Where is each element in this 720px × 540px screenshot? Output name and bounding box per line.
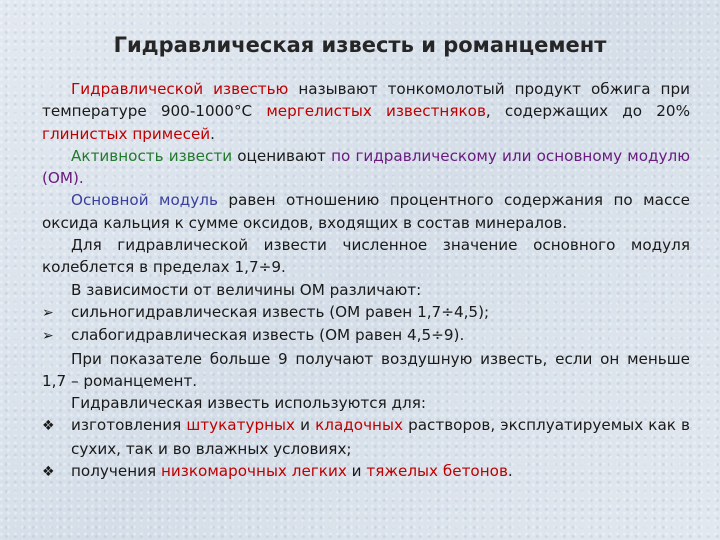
bullet-text: изготовления [71,416,187,435]
arrow-bullet-icon: ➢ [42,328,54,345]
diamond-bullet-icon: ❖ [42,464,55,481]
slide-body [42,78,690,483]
diamond-bullet-icon: ❖ [42,418,55,435]
text-segment: называют тонкомолотый продукт обжига при температуре 900-1000°С [42,80,690,121]
paragraph-modulus-range: Для гидравлической извести численное значение основного модуля колеблется в пределах 1,7÷9. [42,236,690,277]
list-item [42,301,690,324]
bullet-text: . [507,462,513,481]
bullet-text: сильногидравлическая известь (ОМ равен 1,7÷4,5); [71,302,490,321]
term-masonry: кладочных [315,416,403,435]
paragraph-air-lime: При показателе больше 9 получают воздушную известь, если он меньше 1,7 – романцемент. [42,349,690,390]
term-basic-modulus: Основной модуль [71,191,218,210]
paragraph-definition [42,78,690,145]
bullet-text: и [295,416,316,435]
term-clay-impurities: глинистых примесей [42,124,211,143]
paragraph-activity [42,145,690,190]
term-plaster: штукатурных [186,416,296,435]
arrow-bullet-icon: ➢ [42,304,54,321]
slide-title: Гидравлическая известь и романцемент [113,33,607,57]
bullet-text: растворов, эксплуатируемых как в сухих, так и во влажных условиях; [71,416,690,458]
paragraph-classification-intro: В зависимости от величины ОМ различают: [71,280,422,299]
list-item [42,414,690,460]
text-segment: , содержащих до 20% [485,102,690,121]
paragraph-usage-intro: Гидравлическая известь используются для: [71,394,427,413]
term-modulus: по гидравлическому или основному модулю (ОМ). [42,146,690,188]
term-hydraulic-lime: Гидравлической известью [71,80,289,98]
list-item [42,324,690,347]
bullet-text: и [346,462,367,481]
text-segment: равен отношению процентного содержания по массе оксида кальция к сумме оксидов, входящих в состав минералов. [42,191,690,232]
list-item [42,460,690,483]
bullet-text: слабогидравлическая известь (ОМ равен 4,5÷9). [71,326,465,345]
text-segment: . [210,124,215,143]
text-segment: оценивают [232,146,332,165]
term-lime-activity: Активность извести [71,146,233,165]
term-heavy-concrete: тяжелых бетонов [366,462,508,481]
term-low-grade-light: низкомарочных легких [161,462,347,481]
paragraph-basic-modulus [42,189,690,234]
bullet-text: получения [71,462,161,481]
term-marly-limestones: мергелистых известняков [266,102,486,121]
